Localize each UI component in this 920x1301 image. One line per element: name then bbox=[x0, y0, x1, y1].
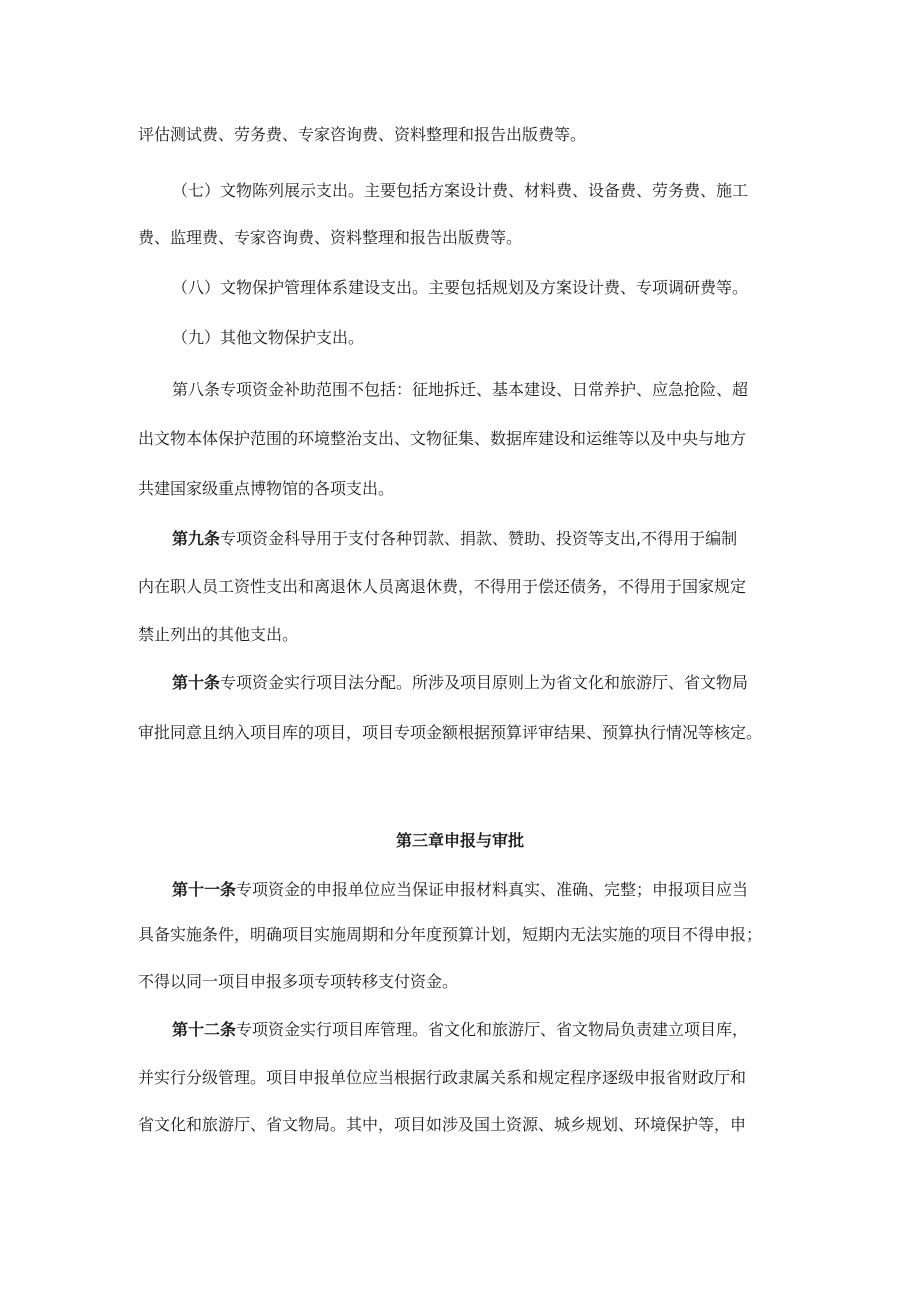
article-label: 第十二条 bbox=[172, 1020, 237, 1039]
paragraph-line: 省文化和旅游厅、省文物局。其中，项目如涉及国土资源、城乡规划、环境保护等，申 bbox=[138, 1115, 747, 1134]
paragraph-text: 专项资金实行项目法分配。所涉及项目原则上为省文化和旅游厅、省文物局 bbox=[220, 673, 749, 692]
paragraph-line: 第八条专项资金补助范围不包括：征地拆迁、基本建设、日常养护、应急抢险、超 bbox=[172, 380, 749, 399]
paragraph-line: 评估测试费、劳务费、专家咨询费、资料整理和报告出版费等。 bbox=[138, 125, 587, 144]
paragraph-text: 专项资金实行项目库管理。省文化和旅游厅、省文物局负责建立项目库， bbox=[236, 1020, 749, 1039]
paragraph-line: 禁止列出的其他支出。 bbox=[138, 625, 299, 644]
paragraph-line: 并实行分级管理。项目申报单位应当根据行政隶属关系和规定程序逐级申报省财政厅和 bbox=[138, 1068, 747, 1087]
paragraph-line: 具备实施条件，明确项目实施周期和分年度预算计划，短期内无法实施的项目不得申报； bbox=[138, 925, 763, 944]
paragraph-text: 专项资金的申报单位应当保证申报材料真实、准确、完整；申报项目应当 bbox=[236, 880, 749, 899]
paragraph-line: 不得以同一项目申报多项专项转移支付资金。 bbox=[138, 972, 459, 991]
paragraph-line: （九）其他文物保护支出。 bbox=[172, 328, 365, 347]
paragraph-line: 出文物本体保护范围的环境整治支出、文物征集、数据库建设和运维等以及中央与地方 bbox=[138, 429, 747, 448]
article-10-first-line bbox=[172, 673, 748, 693]
paragraph-line: 共建国家级重点博物馆的各项支出。 bbox=[138, 479, 395, 498]
chapter-heading: 第三章申报与审批 bbox=[395, 831, 524, 850]
article-label: 第十条 bbox=[172, 673, 221, 692]
paragraph-line: （七）文物陈列展示支出。主要包括方案设计费、材料费、设备费、劳务费、施工 bbox=[172, 181, 749, 200]
paragraph-line: 费、监理费、专家咨询费、资料整理和报告出版费等。 bbox=[138, 228, 523, 247]
paragraph-line: 内在职人员工资性支出和离退休人员离退休费，不得用于偿还债务，不得用于国家规定 bbox=[138, 577, 747, 596]
article-label: 第九条 bbox=[172, 529, 221, 548]
article-9-first-line bbox=[172, 529, 737, 549]
paragraph-line: （八）文物保护管理体系建设支出。主要包括规划及方案设计费、专项调研费等。 bbox=[172, 278, 749, 297]
article-12-first-line bbox=[172, 1020, 748, 1040]
article-label: 第十一条 bbox=[172, 880, 237, 899]
article-11-first-line bbox=[172, 880, 748, 900]
paragraph-line: 审批同意且纳入项目库的项目，项目专项金额根据预算评审结果、预算执行情况等核定。 bbox=[138, 723, 763, 742]
paragraph-text: 专项资金科导用于支付各种罚款、捐款、赞助、投资等支出,不得用于编制 bbox=[220, 529, 738, 548]
